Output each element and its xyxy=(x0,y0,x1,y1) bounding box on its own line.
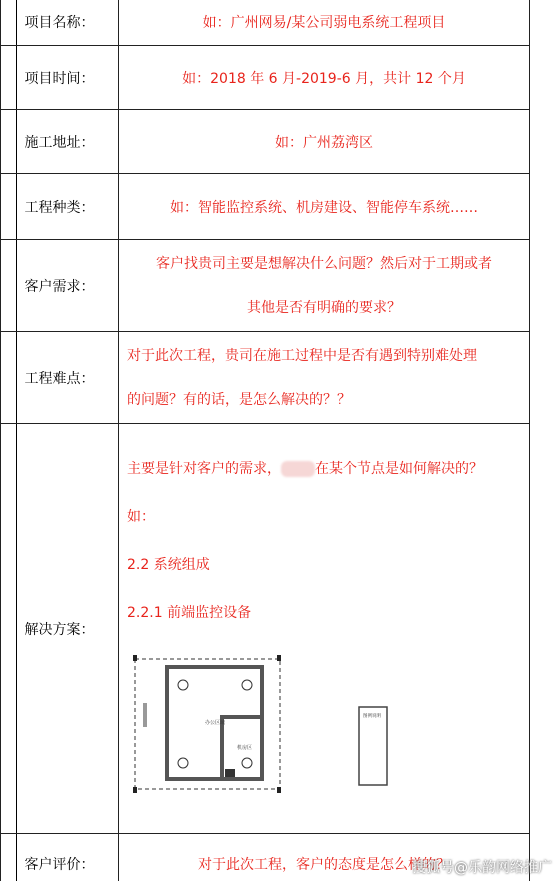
solution-section-heading: 2.2 系统组成 xyxy=(127,557,210,573)
project-time-label: 项目时间： xyxy=(1,46,119,110)
solution-intro xyxy=(127,445,528,493)
table-row xyxy=(1,46,530,110)
solution-subsection-heading: 2.2.1 前端监控设备 xyxy=(127,605,252,621)
table-row xyxy=(1,174,530,240)
table-row xyxy=(1,424,530,834)
customer-needs-line-2: 其他是否有明确的要求？ xyxy=(247,299,401,316)
solution-example: 如： xyxy=(127,509,155,525)
difficulties-value xyxy=(119,332,530,424)
room-label-office: 办公区域 xyxy=(205,720,226,726)
review-label: 客户评价： xyxy=(1,834,119,881)
blurred-text xyxy=(281,461,315,477)
address-value: 如：广州荔湾区 xyxy=(119,110,530,174)
solution-value xyxy=(119,424,530,834)
project-name-value: 如：广州网易/某公司弱电系统工程项目 xyxy=(119,0,530,46)
solution-intro-end: 在某个节点是如何解决的？ xyxy=(315,461,483,477)
customer-needs-value xyxy=(119,240,530,332)
address-label: 施工地址： xyxy=(1,110,119,174)
table-row xyxy=(1,110,530,174)
project-name-label: 项目名称： xyxy=(1,0,119,46)
difficulties-line-1: 对于此次工程，贵司在施工过程中是否有遇到特别难处理 xyxy=(127,347,477,364)
room-label-server: 机房区 xyxy=(237,745,253,751)
difficulties-line-2: 的问题？有的话，是怎么解决的？？ xyxy=(127,391,351,408)
difficulties-label: 工程难点： xyxy=(1,332,119,424)
project-type-label: 工程种类： xyxy=(1,174,119,240)
legend-title: 图例说明 xyxy=(363,714,381,719)
customer-needs-line-1: 客户找贵司主要是想解决什么问题？然后对于工期或者 xyxy=(156,255,492,272)
floor-plan-figure xyxy=(127,649,397,809)
table-row xyxy=(1,332,530,424)
review-value: 对于此次工程，客户的态度是怎么样的？ xyxy=(119,834,530,881)
floor-plan-drawing xyxy=(127,649,397,809)
table-row xyxy=(1,0,530,46)
project-time-value: 如：2018 年 6 月-2019-6 月，共计 12 个月 xyxy=(119,46,530,110)
watermark-text: 搜狐号@乐韵网络推广 xyxy=(412,860,552,876)
customer-needs-label: 客户需求： xyxy=(1,240,119,332)
solution-label: 解决方案： xyxy=(1,424,119,834)
table-row xyxy=(1,240,530,332)
project-type-value: 如：智能监控系统、机房建设、智能停车系统…… xyxy=(119,174,530,240)
solution-intro-start: 主要是针对客户的需求， xyxy=(127,461,281,477)
